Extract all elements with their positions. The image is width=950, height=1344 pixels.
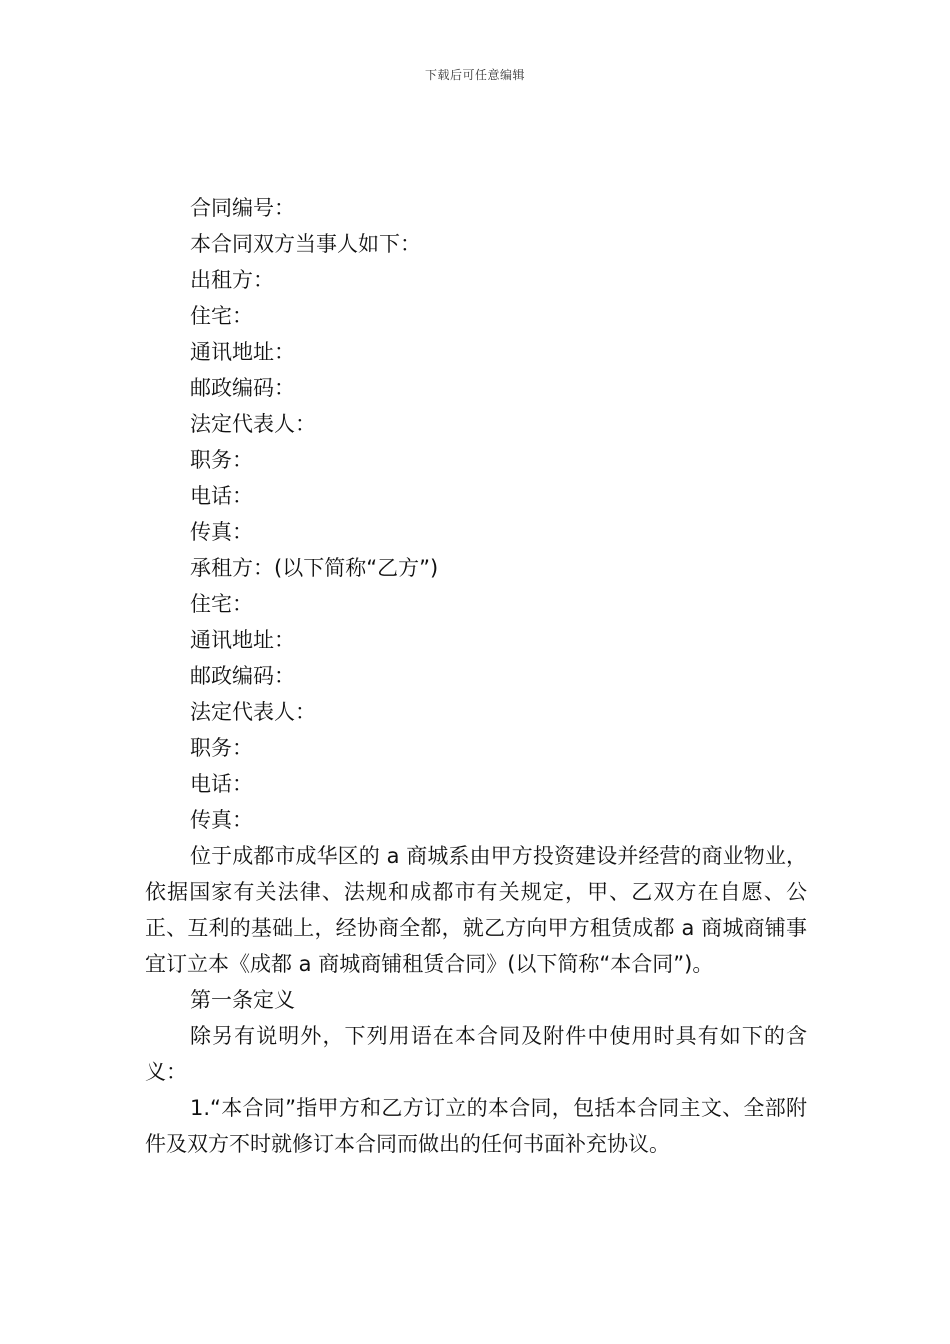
article-1-intro: 除另有说明外，下列用语在本合同及附件中使用时具有如下的含义：: [145, 1024, 807, 1084]
lessor-address: 通讯地址：: [190, 340, 295, 364]
page-header: 下载后可任意编辑: [424, 68, 525, 82]
article-1-item-1: 1.“本合同”指甲方和乙方订立的本合同，包括本合同主文、全部附件及双方不时就修订本合同而做出的任何书面补充协议。: [145, 1096, 807, 1156]
lessee-phone: 电话：: [190, 772, 253, 796]
lessor-residence: 住宅：: [190, 304, 253, 328]
lessor-postcode: 邮政编码：: [190, 376, 295, 400]
lessee-position: 职务：: [190, 736, 253, 760]
lessee-title: 承租方：(以下简称“乙方”): [190, 556, 439, 580]
lessor-position: 职务：: [190, 448, 253, 472]
lessee-residence: 住宅：: [190, 592, 253, 616]
lessor-title: 出租方：: [190, 268, 274, 292]
lessee-address: 通讯地址：: [190, 628, 295, 652]
contract-number-label: 合同编号：: [190, 196, 295, 220]
article-1-title: 第一条定义: [190, 988, 295, 1012]
lessee-fax: 传真：: [190, 808, 253, 832]
parties-intro: 本合同双方当事人如下：: [190, 232, 421, 256]
lessee-postcode: 邮政编码：: [190, 664, 295, 688]
intro-paragraph: 位于成都市成华区的 a 商城系由甲方投资建设并经营的商业物业，依据国家有关法律、法规和成都市有关规定，甲、乙双方在自愿、公正、互利的基础上，经协商全都，就乙方向甲方租赁成都 a 商城商铺事宜订立本《成都 a 商城商铺租赁合同》(以下简称“本合同”)。: [145, 844, 807, 976]
lessor-legal-rep: 法定代表人：: [190, 412, 316, 436]
document-body: [145, 190, 807, 1162]
lessor-phone: 电话：: [190, 484, 253, 508]
lessee-legal-rep: 法定代表人：: [190, 700, 316, 724]
lessor-fax: 传真：: [190, 520, 253, 544]
